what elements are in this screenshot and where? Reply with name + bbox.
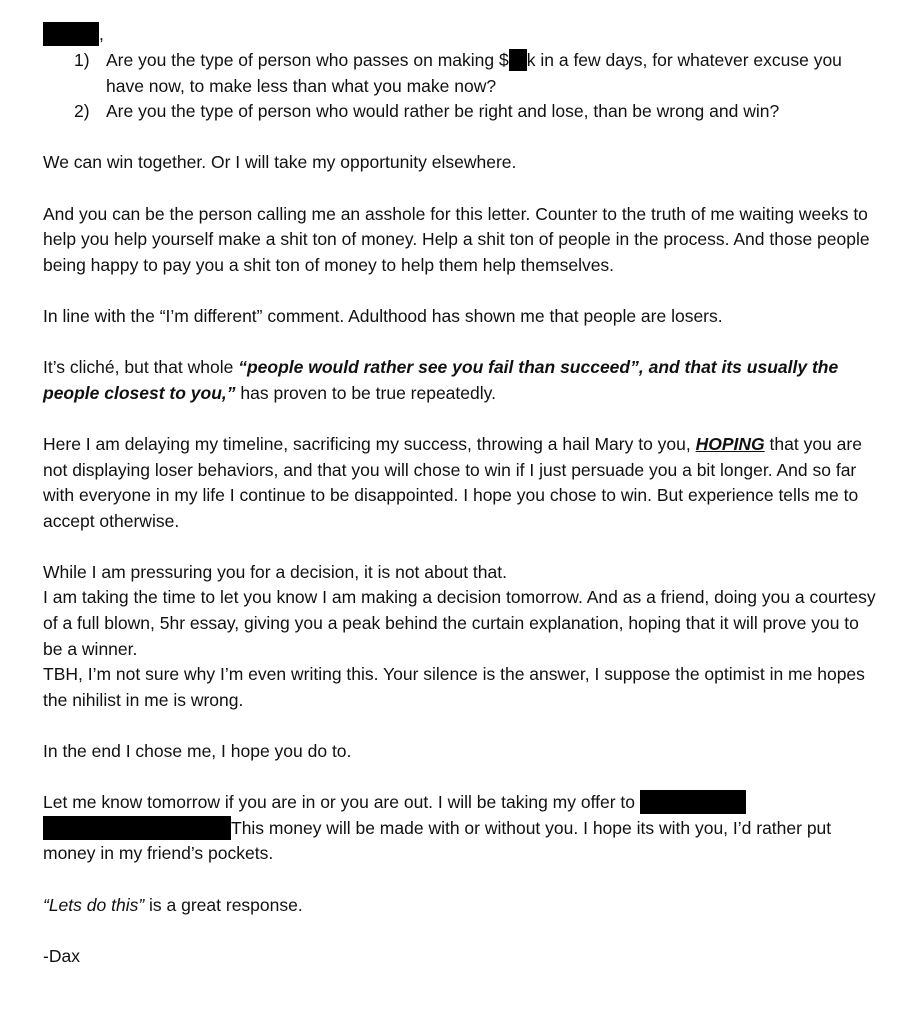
list-item-number: 1) <box>74 50 90 70</box>
redacted-offer-details <box>43 816 231 840</box>
list-item <box>43 48 883 99</box>
list-item-text: Are you the type of person who would rather be right and lose, than be wrong and win? <box>106 101 780 122</box>
list-item-text-start: Are you the type of person who passes on making $ <box>106 50 509 70</box>
signature: -Dax <box>43 945 80 966</box>
paragraph-chose-me: In the end I chose me, I hope you do to. <box>43 741 352 762</box>
paragraph-different-comment: In line with the “I’m different” comment. Adulthood has shown me that people are losers. <box>43 305 723 326</box>
paragraph-decision <box>43 560 883 714</box>
paragraph-decision-line-1: While I am pressuring you for a decision, it is not about that. <box>43 561 507 582</box>
redacted-recipient-name <box>43 22 99 46</box>
paragraph-hail-mary-emphasis: HOPING <box>695 433 765 454</box>
greeting-comma: , <box>99 24 104 44</box>
paragraph-offer-end: This money will be made with or without you. I hope its with you, I’d rather put money in my friend’s pockets. <box>43 817 832 864</box>
question-list <box>43 48 883 125</box>
greeting-line <box>43 22 883 48</box>
paragraph-cliche-quote: “people would rather see you fail than succeed”, and that its usually the people closest to you,” <box>43 357 839 403</box>
paragraph-asshole-letter: And you can be the person calling me an asshole for this letter. Counter to the truth of me waiting weeks to help you help yourself make a shit ton of money. Help a shit ton of people in the process. And those people being happy to pay you a shit ton of money to help them help themselves. <box>43 203 870 275</box>
paragraph-response-quote: “Lets do this” <box>43 894 145 915</box>
paragraph-cliche-start: It’s cliché, but that whole <box>43 357 239 378</box>
paragraph-decision-line-2: I am taking the time to let you know I am making a decision tomorrow. And as a friend, doing you a courtesy of a full blown, 5hr essay, giving you a peak behind the curtain explanation, hoping that it will prove you to be a winner. <box>43 587 876 659</box>
letter-page <box>43 22 883 995</box>
paragraph-win-together: We can win together. Or I will take my opportunity elsewhere. <box>43 152 517 173</box>
list-item-number: 2) <box>74 101 90 122</box>
paragraph-response <box>43 893 883 919</box>
paragraph-response-end: is a great response. <box>144 894 303 915</box>
redacted-offer-recipient <box>640 790 746 814</box>
paragraph-offer-start: Let me know tomorrow if you are in or you are out. I will be taking my offer to <box>43 792 640 813</box>
paragraph-hail-mary-end: that you are not displaying loser behaviors, and that you will chose to win if I just persuade you a bit longer. And so far with everyone in my life I continue to be disappointed. I hope you chose to win. But experience tells me to accept otherwise. <box>43 433 862 531</box>
paragraph-cliche <box>43 355 883 406</box>
paragraph-offer <box>43 790 883 867</box>
paragraph-hail-mary <box>43 432 883 534</box>
paragraph-hail-mary-start: Here I am delaying my timeline, sacrificing my success, throwing a hail Mary to you, <box>43 433 696 454</box>
paragraph-cliche-end: has proven to be true repeatedly. <box>235 382 496 403</box>
redacted-amount <box>509 49 527 71</box>
paragraph-decision-line-3: TBH, I’m not sure why I’m even writing this. Your silence is the answer, I suppose the optimist in me hopes the nihilist in me is wrong. <box>43 664 865 710</box>
list-item <box>43 99 883 125</box>
list-item-text-end: k in a few days, for whatever excuse you have now, to make less than what you make now? <box>106 50 842 96</box>
